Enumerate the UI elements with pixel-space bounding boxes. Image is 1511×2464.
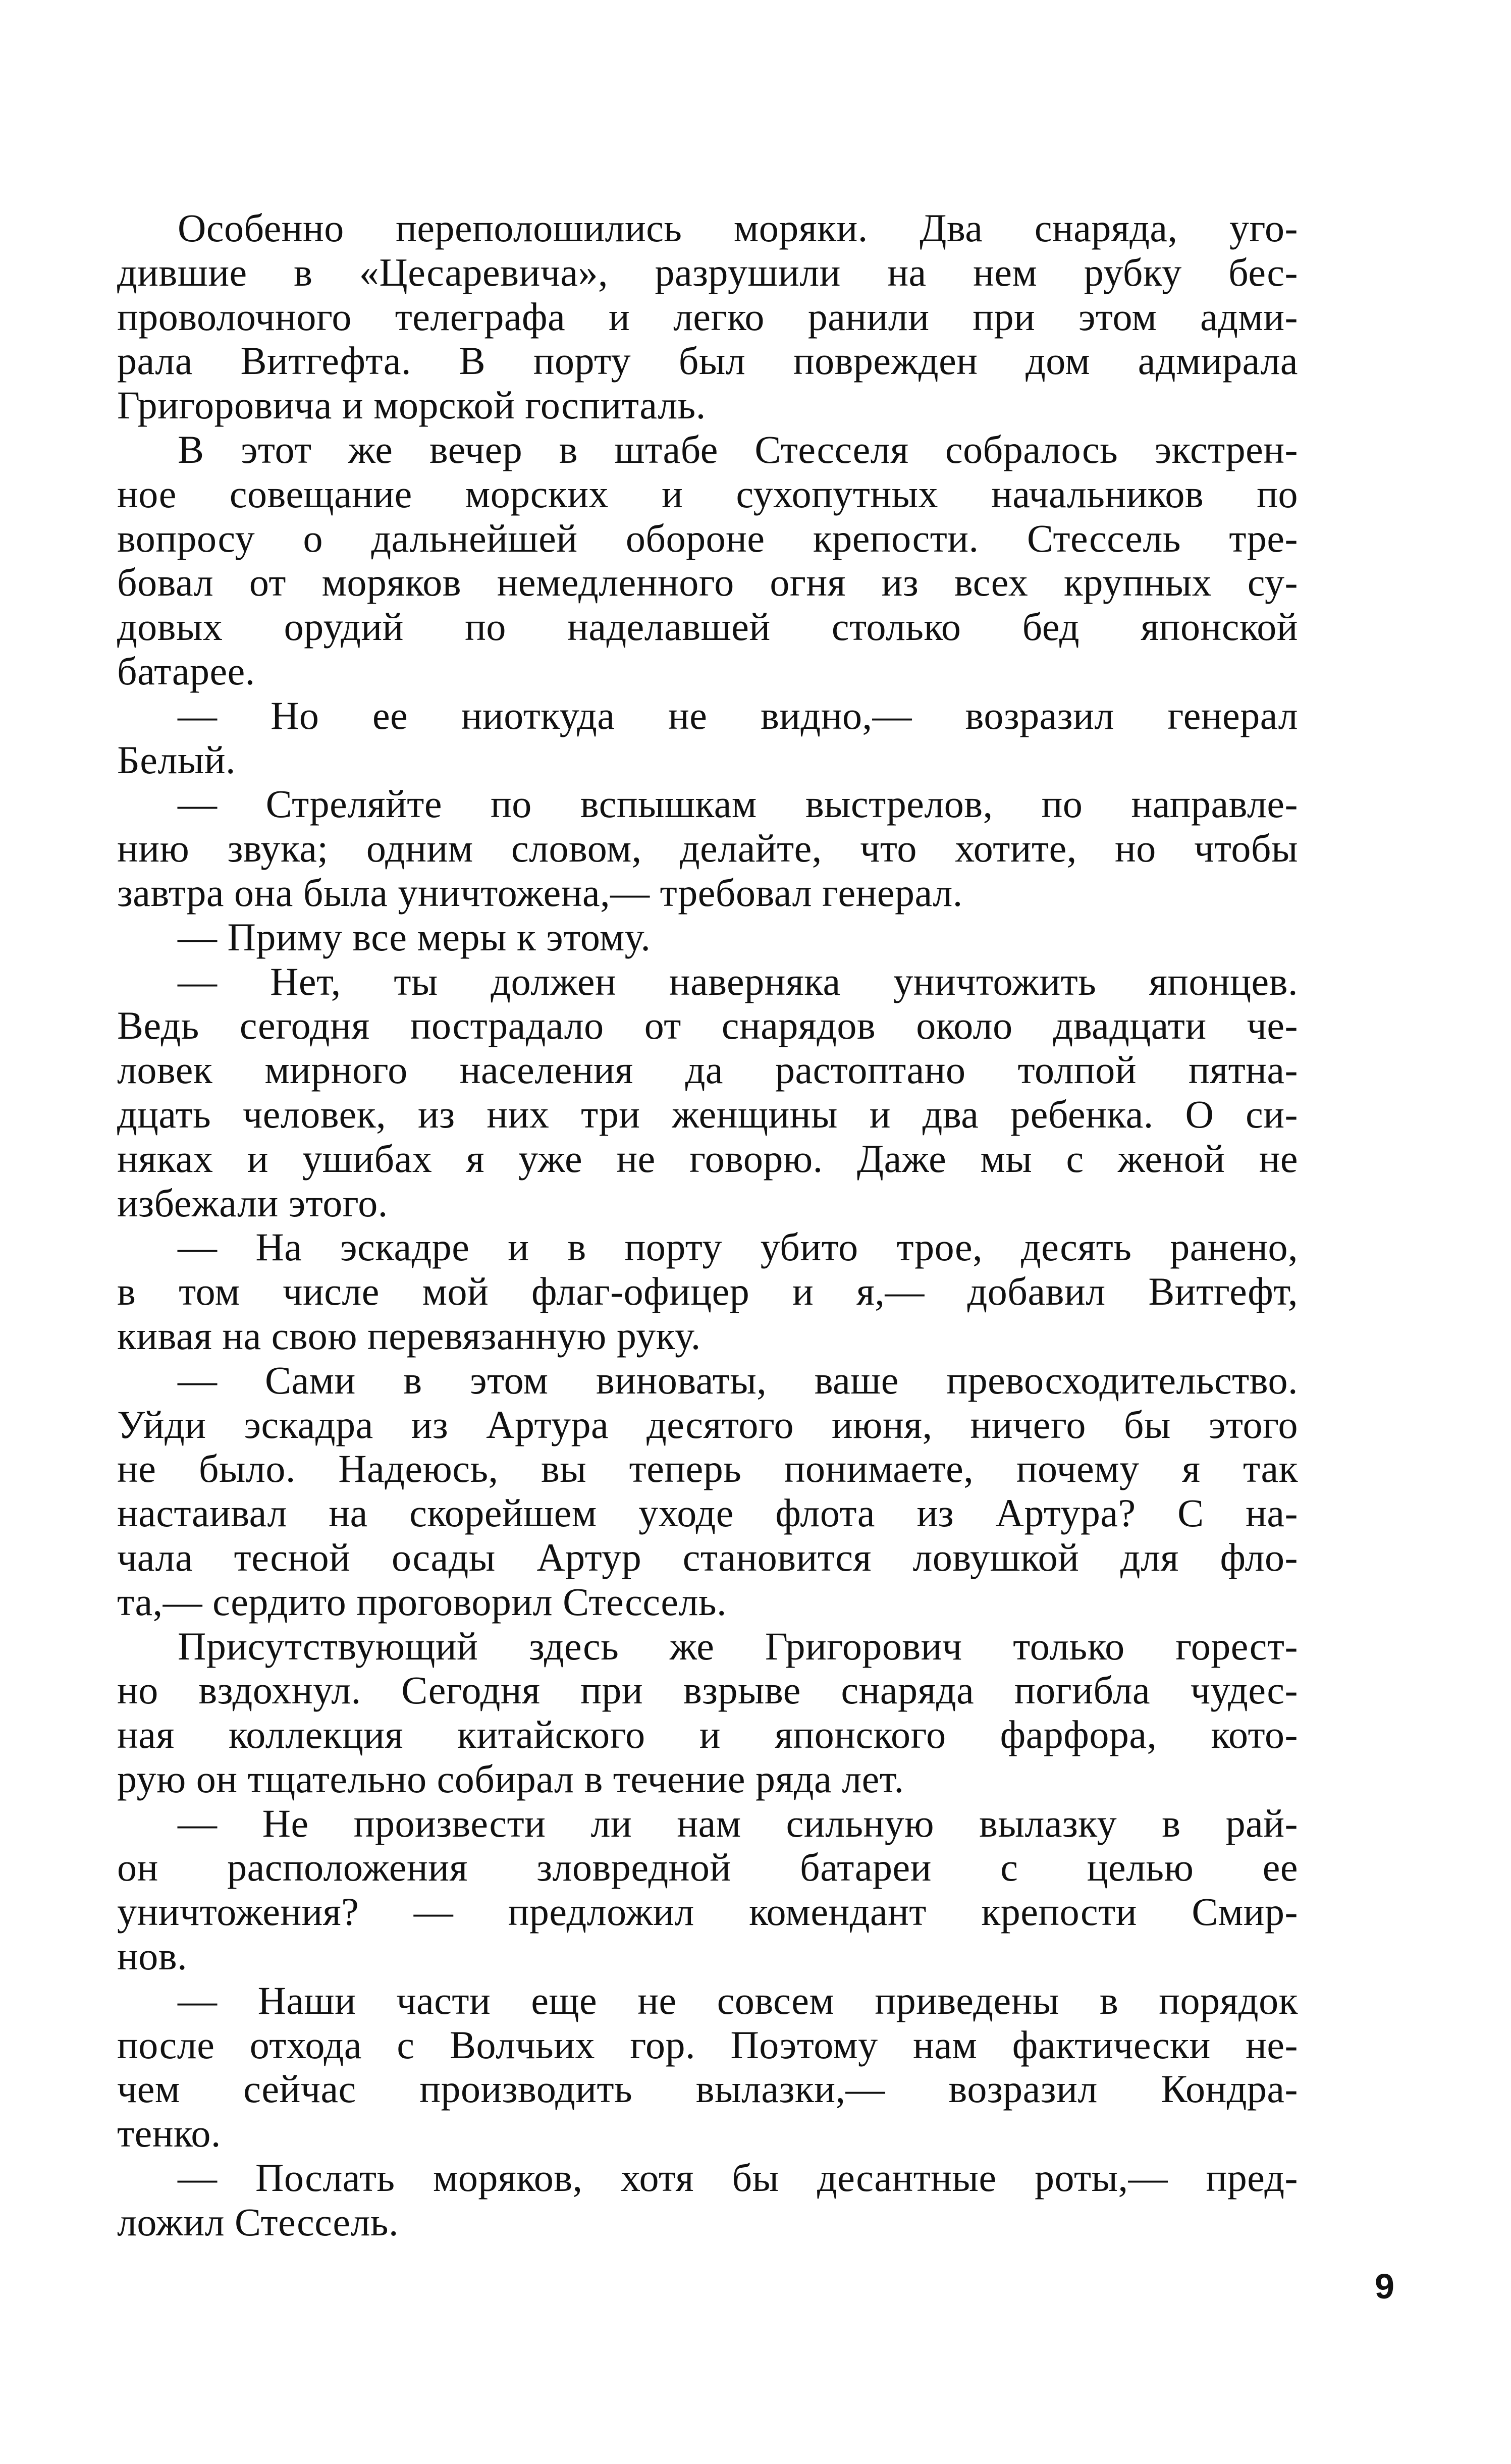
text-line: вопросу о дальнейшей обороне крепости. Стессель тре- — [117, 516, 1298, 560]
text-line: ная коллекция китайского и японского фарфора, кото- — [117, 1712, 1298, 1757]
text-line: он расположения зловредной батареи с целью ее — [117, 1845, 1298, 1890]
text-line: избежали этого. — [117, 1181, 388, 1225]
text-line: тенко. — [117, 2111, 221, 2156]
text-line: настаивал на скорейшем уходе флота из Артура? С на- — [117, 1491, 1298, 1535]
text-line: довых орудий по наделавшей столько бед японской — [117, 605, 1298, 649]
text-line: — Сами в этом виноваты, ваше превосходительство. — [178, 1358, 1298, 1402]
text-line: бовал от моряков немедленного огня из всех крупных су- — [117, 560, 1298, 605]
text-line: кивая на свою перевязанную руку. — [117, 1313, 701, 1358]
text-line: не было. Надеюсь, вы теперь понимаете, почему я так — [117, 1447, 1298, 1491]
text-line: Григоровича и морской госпиталь. — [117, 383, 706, 427]
text-line: Ведь сегодня пострадало от снарядов около двадцати че- — [117, 1003, 1298, 1048]
text-line: — Но ее ниоткуда не видно,— возразил генерал — [178, 693, 1298, 737]
text-line: чем сейчас производить вылазки,— возразил Кондра- — [117, 2067, 1298, 2111]
text-line: Особенно переполошились моряки. Два снаряда, уго- — [178, 206, 1298, 250]
text-line: та,— сердито проговорил Стессель. — [117, 1579, 727, 1624]
text-line: уничтожения? — предложил комендант крепости Смир- — [117, 1890, 1298, 1934]
text-line: — Наши части еще не совсем приведены в порядок — [178, 1978, 1298, 2022]
text-line: нию звука; одним словом, делайте, что хотите, но чтобы — [117, 826, 1298, 871]
body-text — [117, 206, 1298, 2244]
text-line: чала тесной осады Артур становится ловушкой для фло- — [117, 1535, 1298, 1579]
text-line: дившие в «Цесаревича», разрушили на нем рубку бес- — [117, 250, 1298, 294]
text-line: — Стреляйте по вспышкам выстрелов, по направле- — [178, 782, 1298, 826]
text-line: после отхода с Волчьих гор. Поэтому нам фактически не- — [117, 2022, 1298, 2067]
text-line: дцать человек, из них три женщины и два ребенка. О си- — [117, 1092, 1298, 1136]
text-line: — Нет, ты должен наверняка уничтожить японцев. — [178, 959, 1298, 1003]
text-line: ное совещание морских и сухопутных начальников по — [117, 471, 1298, 516]
text-line: няках и ушибах я уже не говорю. Даже мы с женой не — [117, 1136, 1298, 1181]
text-line: — Послать моряков, хотя бы десантные роты,— пред- — [178, 2156, 1298, 2200]
text-line: рую он тщательно собирал в течение ряда лет. — [117, 1756, 904, 1801]
text-line: нов. — [117, 1934, 188, 1978]
text-line: Уйди эскадра из Артура десятого июня, ничего бы этого — [117, 1402, 1298, 1447]
text-line: ловек мирного населения да растоптано толпой пятна- — [117, 1048, 1298, 1092]
text-line: рала Витгефта. В порту был поврежден дом адмирала — [117, 339, 1298, 383]
text-line: — На эскадре и в порту убито трое, десять ранено, — [178, 1225, 1298, 1269]
text-line: завтра она была уничтожена,— требовал генерал. — [117, 870, 963, 915]
text-line: — Не произвести ли нам сильную вылазку в рай- — [178, 1801, 1298, 1845]
text-line: но вздохнул. Сегодня при взрыве снаряда погибла чудес- — [117, 1668, 1298, 1712]
text-line: Присутствующий здесь же Григорович только горест- — [178, 1624, 1298, 1668]
text-line: в том числе мой флаг-офицер и я,— добавил Витгефт, — [117, 1269, 1298, 1314]
text-line: — Приму все меры к этому. — [178, 915, 651, 959]
text-line: Белый. — [117, 737, 236, 782]
text-line: В этот же вечер в штабе Стесселя собралось экстрен- — [178, 427, 1298, 471]
text-line: батарее. — [117, 649, 255, 693]
text-line: ложил Стессель. — [117, 2200, 399, 2244]
text-line: проволочного телеграфа и легко ранили при этом адми- — [117, 294, 1298, 339]
page-number: 9 — [1375, 2267, 1394, 2306]
